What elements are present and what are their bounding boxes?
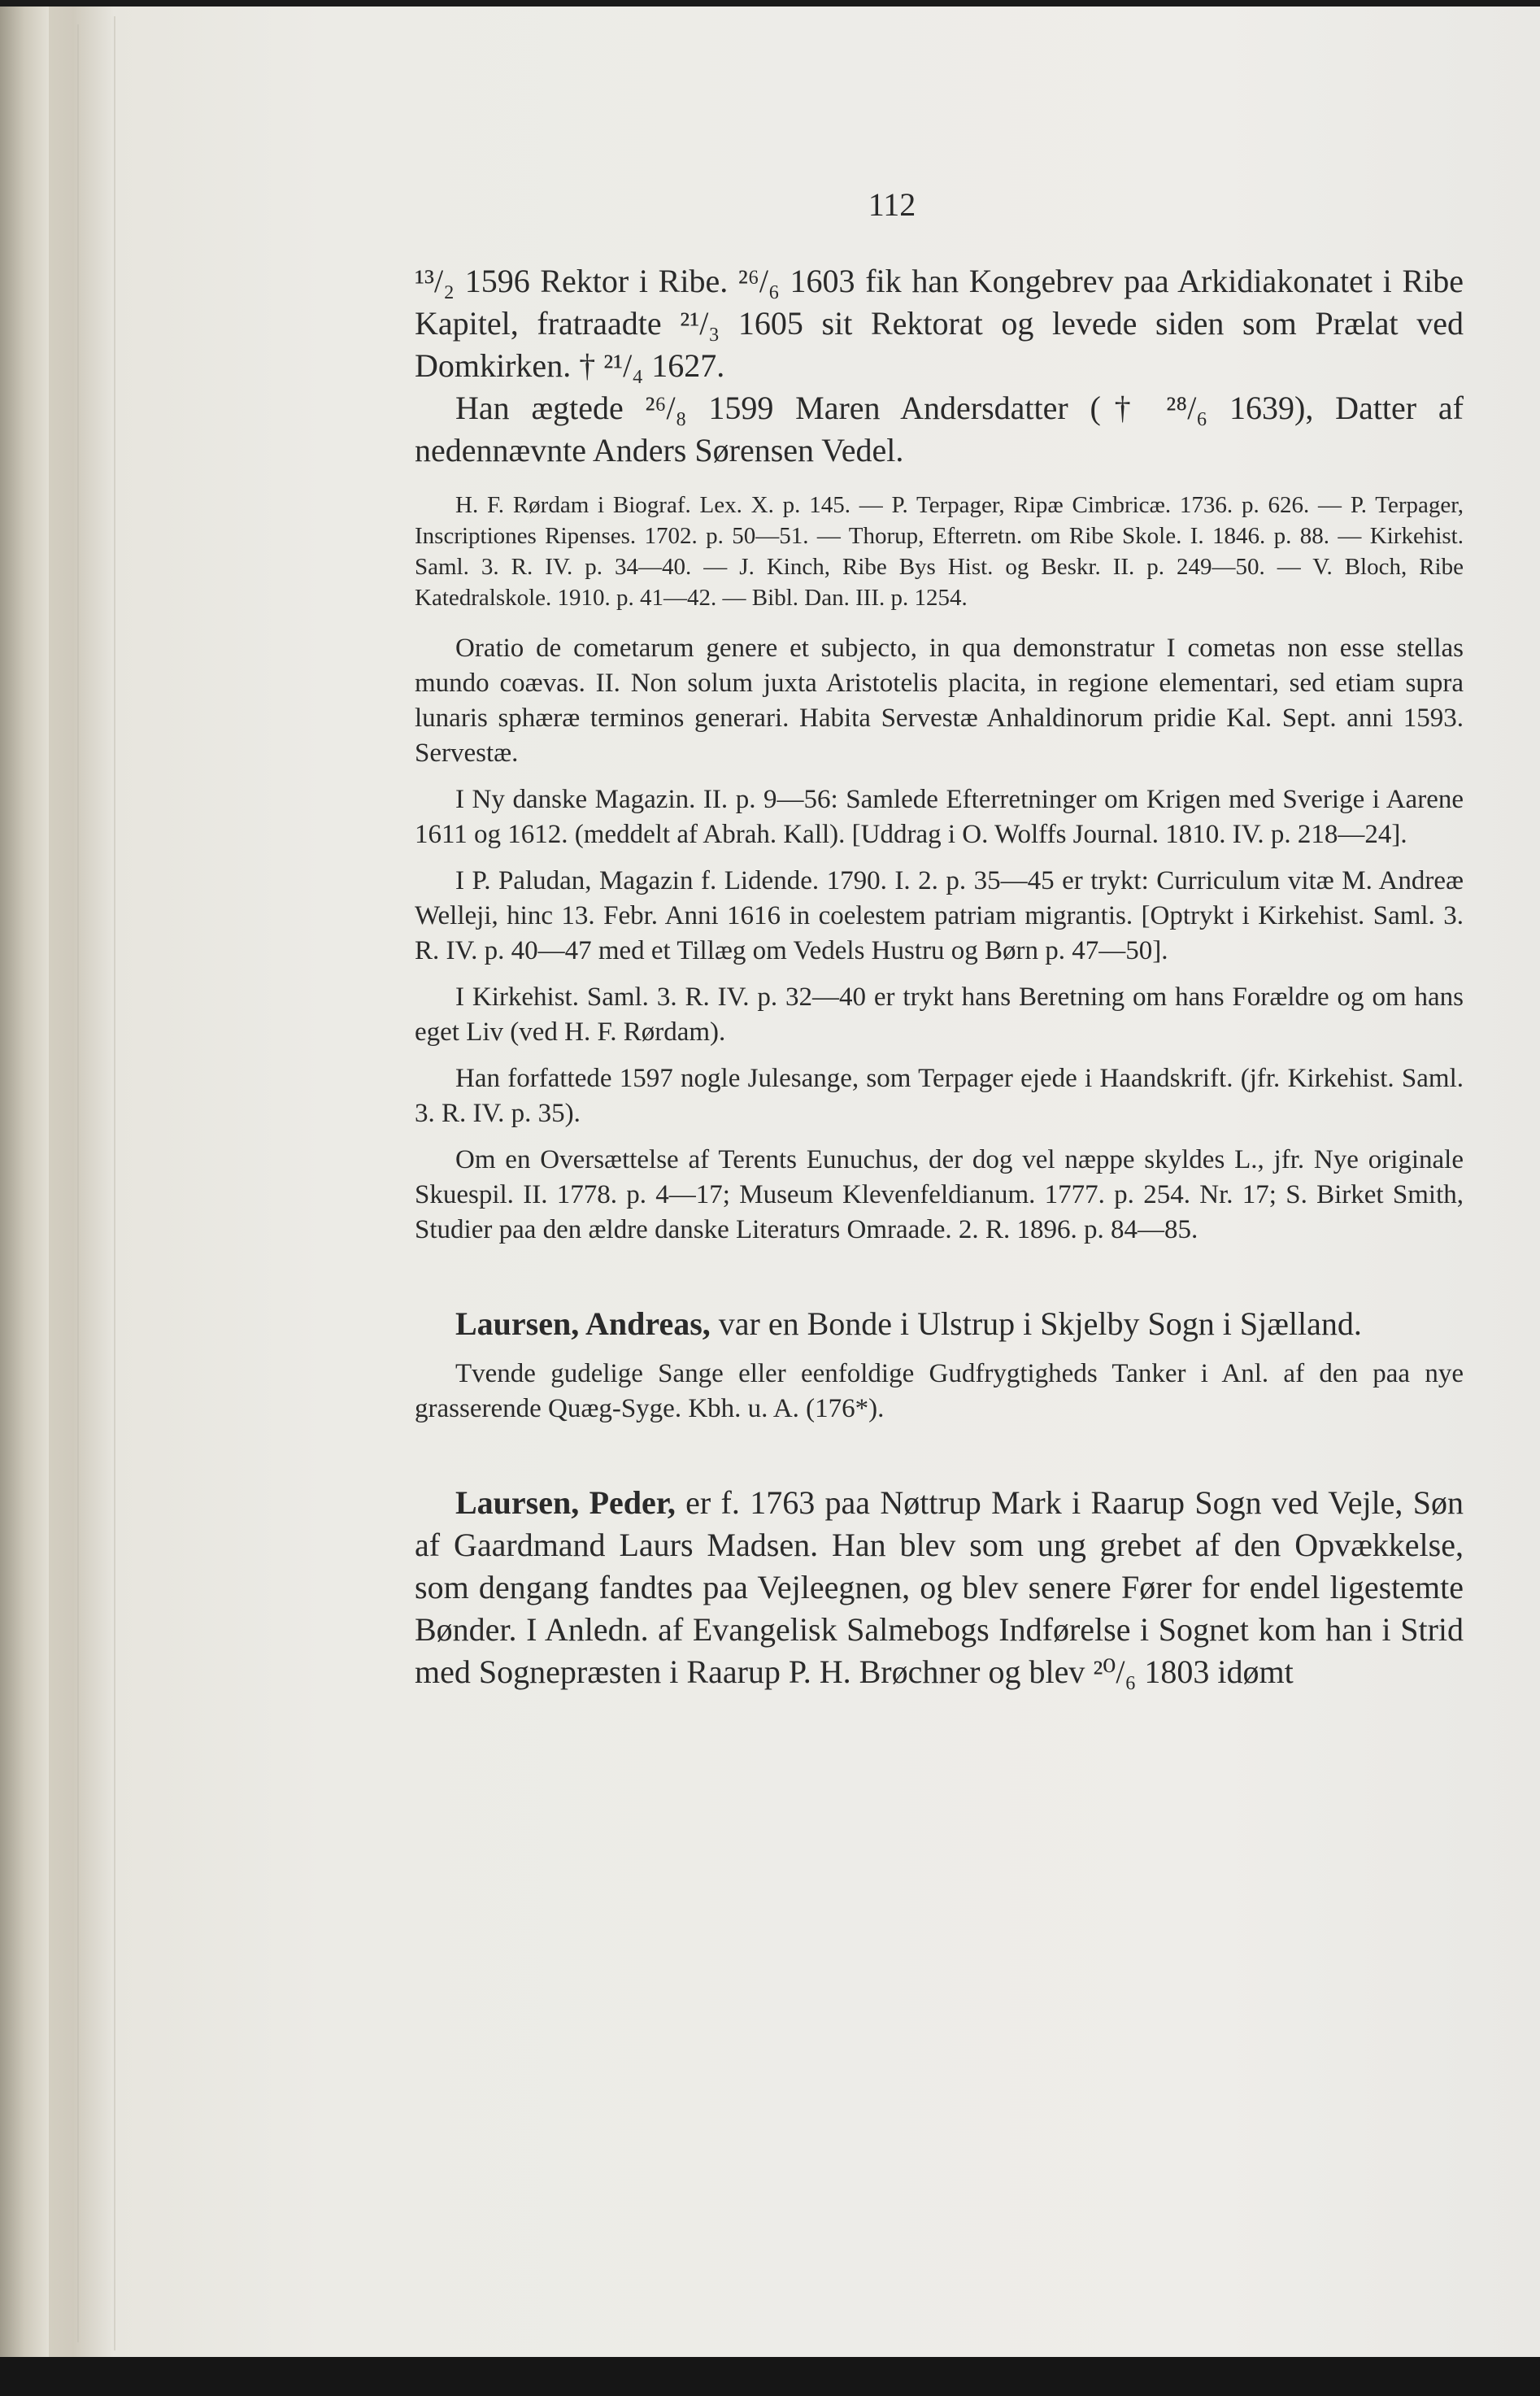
entry-heading-paragraph <box>415 1303 1464 1345</box>
work-item: Om en Oversættelse af Terents Eunuchus, der dog vel næppe skyldes L., jfr. Nye originale Skuespil. II. 1778. p. 4—17; Museum Klevenfeldianum. 1777. p. 254. Nr. 17; S. Birket Smith, Studier paa den ældre danske Literaturs Omraade. 2. R. 1896. p. 84—85. <box>415 1145 1464 1244</box>
work-item: Tvende gudelige Sange eller eenfoldige Gudfrygtigheds Tanker i Anl. af den paa nye grasserende Quæg-Syge. Kbh. u. A. (176*). <box>415 1359 1464 1423</box>
entry-paragraph: Han ægtede ²⁶/₈ 1599 Maren Andersdatter († ²⁸/₆ 1639), Datter af nedennævnte Anders Sørensen Vedel. <box>415 390 1464 468</box>
entry-text: er f. 1763 paa Nøttrup Mark i Raarup Sogn ved Vejle, Søn af Gaardmand Laurs Madsen. Han blev som ung grebet af den Opvækkelse, som dengang fandtes paa Vejleegnen, og blev senere Fører for endel ligestemte Bønder. I Anledn. af Evangelisk Salmebogs Indførelse i Sognet kom han i Strid med Sognepræsten i Raarup P. H. Brøchner og blev ²⁰/₆ 1803 idømt <box>415 1484 1464 1690</box>
work-item: I Ny danske Magazin. II. p. 9—56: Samlede Efterretninger om Krigen med Sverige i Aarene 1611 og 1612. (meddelt af Abrah. Kall). [Uddrag i O. Wolffs Journal. 1810. IV. p. 218—24]. <box>415 785 1464 849</box>
references: H. F. Rørdam i Biograf. Lex. X. p. 145. — P. Terpager, Ripæ Cimbricæ. 1736. p. 626. — P. Terpager, Inscriptiones Ripenses. 1702. p. 50—51. — Thorup, Efterretn. om Ribe Skole. I. 1846. p. 88. — Kirkehist. Saml. 3. R. IV. p. 34—40. — J. Kinch, Ribe Bys Hist. og Beskr. II. p. 249—50. — V. Bloch, Ribe Katedralskole. 1910. p. 41—42. — Bibl. Dan. III. p. 1254. <box>415 492 1464 611</box>
work-item: Han forfattede 1597 nogle Julesange, som Terpager ejede i Haandskrift. (jfr. Kirkehist. Saml. 3. R. IV. p. 35). <box>415 1064 1464 1128</box>
work-item: I Kirkehist. Saml. 3. R. IV. p. 32—40 er trykt hans Beretning om hans Forældre og om hans eget Liv (ved H. F. Rørdam). <box>415 982 1464 1047</box>
entry-paragraph: ¹³/₂ 1596 Rektor i Ribe. ²⁶/₆ 1603 fik han Kongebrev paa Arkidiakonatet i Ribe Kapitel, fratraadte ²¹/₃ 1605 sit Rektorat og levede siden som Prælat ved Domkirken. † ²¹/₄ 1627. <box>415 263 1464 384</box>
page-edge-shadow <box>0 7 49 2357</box>
page-fold-line <box>77 24 79 2342</box>
entry-heading-paragraph <box>415 1482 1464 1693</box>
entry-name: Laursen, Andreas, <box>455 1305 711 1342</box>
entry-text: var en Bonde i Ulstrup i Skjelby Sogn i Sjælland. <box>710 1305 1362 1342</box>
entry-name: Laursen, Peder, <box>455 1484 676 1521</box>
work-item: I P. Paludan, Magazin f. Lidende. 1790. I. 2. p. 35—45 er trykt: Curriculum vitæ M. Andreæ Welleji, hinc 13. Febr. Anni 1616 in coelestem patriam migrantis. [Optrykt i Kirkehist. Saml. 3. R. IV. p. 40—47 med et Tillæg om Vedels Hustru og Børn p. 47—50]. <box>415 866 1464 965</box>
work-item: Oratio de cometarum genere et subjecto, in qua demonstratur I cometas non esse stellas mundo coævas. II. Non solum juxta Aristotelis placita, in regione elementari, sed etiam supra lunaris sphæræ terminos generari. Habita Servestæ Anhaldinorum pridie Kal. Sept. anni 1593. Servestæ. <box>415 634 1464 768</box>
page-fold-line <box>114 16 115 2350</box>
scan-border-bottom <box>0 2357 1540 2396</box>
text-column <box>415 260 1464 1693</box>
page-number: 112 <box>868 186 916 223</box>
